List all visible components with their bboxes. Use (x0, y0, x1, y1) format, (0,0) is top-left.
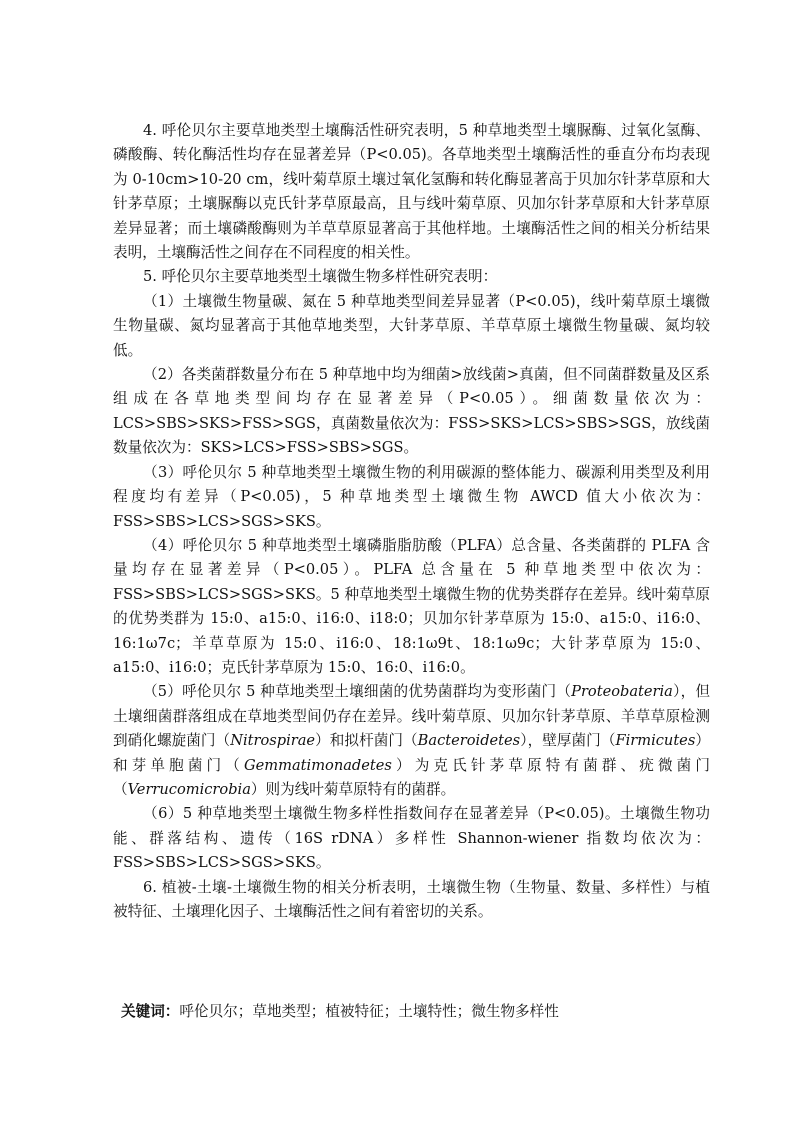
paragraph-5-4: （4）呼伦贝尔 5 种草地类型土壤磷脂脂肪酸（PLFA）总含量、各类菌群的 PLFA 含量均存在显著差异（P<0.05）。PLFA 总含量在 5 种草地类型中依次为：FSS>SBS>LCS>SGS>SKS。5 种草地类型土壤微生物的优势类群存在差异。线叶菊草原的优势类群为 15:0、a15:0、i16:0、i18:0；贝加尔针茅草原为 15:0、a15:0、i16:0、16:1ω7c；羊草草原为 15:0、i16:0、18:1ω9t、18:1ω9c；大针茅草原为 15:0、a15:0、i16:0；克氏针茅草原为 15:0、16:0、i16:0。 (113, 536, 710, 676)
paragraph-5-6: （6）5 种草地类型土壤微生物多样性指数间存在显著差异（P<0.05)。土壤微生物功能、群落结构、遗传（16S rDNA）多样性 Shannon-wiener 指数均依次为：FSS>SBS>LCS>SGS>SKS。 (113, 805, 710, 872)
text-run: ）和芽单胞菌门（ (113, 732, 710, 774)
paragraph-5-5 (113, 680, 710, 802)
taxon-name: Firmicutes (615, 732, 696, 750)
paragraph-5-3: （3）呼伦贝尔 5 种草地类型土壤微生物的利用碳源的整体能力、碳源利用类型及利用程度均有差异（P<0.05)，5 种草地类型土壤微生物 AWCD 值大小依次为：FSS>SBS>LCS>SGS>SKS。 (113, 463, 710, 530)
text-run: （5）呼伦贝尔 5 种草地类型土壤细菌的优势菌群均为变形菌门（ (143, 683, 572, 701)
text-run: ）为克氏针茅草原特有菌群、疣微菌门（ (113, 756, 710, 798)
keywords-label: 关键词： (121, 1003, 180, 1020)
text-run: ），壁厚菌门（ (520, 732, 616, 750)
text-run: ）和拟杆菌门（ (315, 732, 418, 750)
taxon-name: Gemmatimonadetes (243, 756, 392, 774)
keywords (121, 1000, 701, 1024)
paragraph-5-1: （1）土壤微生物量碳、氮在 5 种草地类型间差异显著（P<0.05)，线叶菊草原土壤微生物量碳、氮均显著高于其他草地类型，大针茅草原、羊草草原土壤微生物量碳、氮均较低。 (113, 292, 710, 359)
text-run: ）则为线叶菊草原特有的菌群。 (250, 780, 456, 798)
keywords-text: 呼伦贝尔；草地类型；植被特征；土壤特性；微生物多样性 (179, 1003, 559, 1020)
paragraph-5: 5. 呼伦贝尔主要草地类型土壤微生物多样性研究表明： (143, 268, 498, 286)
text-run: ），但土壤细菌群落组成在草地类型间仍存在差异。线叶菊草原、贝加尔针茅草原、羊草草原检测到硝化螺旋菌门（ (113, 683, 710, 750)
abstract-body (113, 119, 710, 924)
paragraph-4: 4. 呼伦贝尔主要草地类型土壤酶活性研究表明，5 种草地类型土壤脲酶、过氧化氢酶、磷酸酶、转化酶活性均存在显著差异（P<0.05)。各草地类型土壤酶活性的垂直分布均表现为 0-10cm>10-20 cm，线叶菊草原土壤过氧化氢酶和转化酶显著高于贝加尔针茅草原和大针茅草原；土壤脲酶以克氏针茅草原最高，且与线叶菊草原、贝加尔针茅草原和大针茅草原差异显著；而土壤磷酸酶则为羊草草原显著高于其他样地。土壤酶活性之间的相关分析结果表明，土壤酶活性之间存在不同程度的相关性。 (113, 122, 710, 262)
paragraph-6: 6. 植被-土壤-土壤微生物的相关分析表明，土壤微生物（生物量、数量、多样性）与植被特征、土壤理化因子、土壤酶活性之间有着密切的关系。 (113, 878, 710, 920)
paragraph-5-2: （2）各类菌群数量分布在 5 种草地中均为细菌>放线菌>真菌，但不同菌群数量及区系组成在各草地类型间均存在显著差异（P<0.05）。细菌数量依次为：LCS>SBS>SKS>FSS>SGS，真菌数量依次为：FSS>SKS>LCS>SBS>SGS，放线菌数量依次为：SKS>LCS>FSS>SBS>SGS。 (113, 366, 710, 457)
taxon-name: Proteobateria (571, 683, 673, 701)
taxon-name: Verrucomicrobia (127, 780, 251, 798)
taxon-name: Nitrospirae (230, 732, 316, 750)
taxon-name: Bacteroidetes (417, 732, 521, 750)
